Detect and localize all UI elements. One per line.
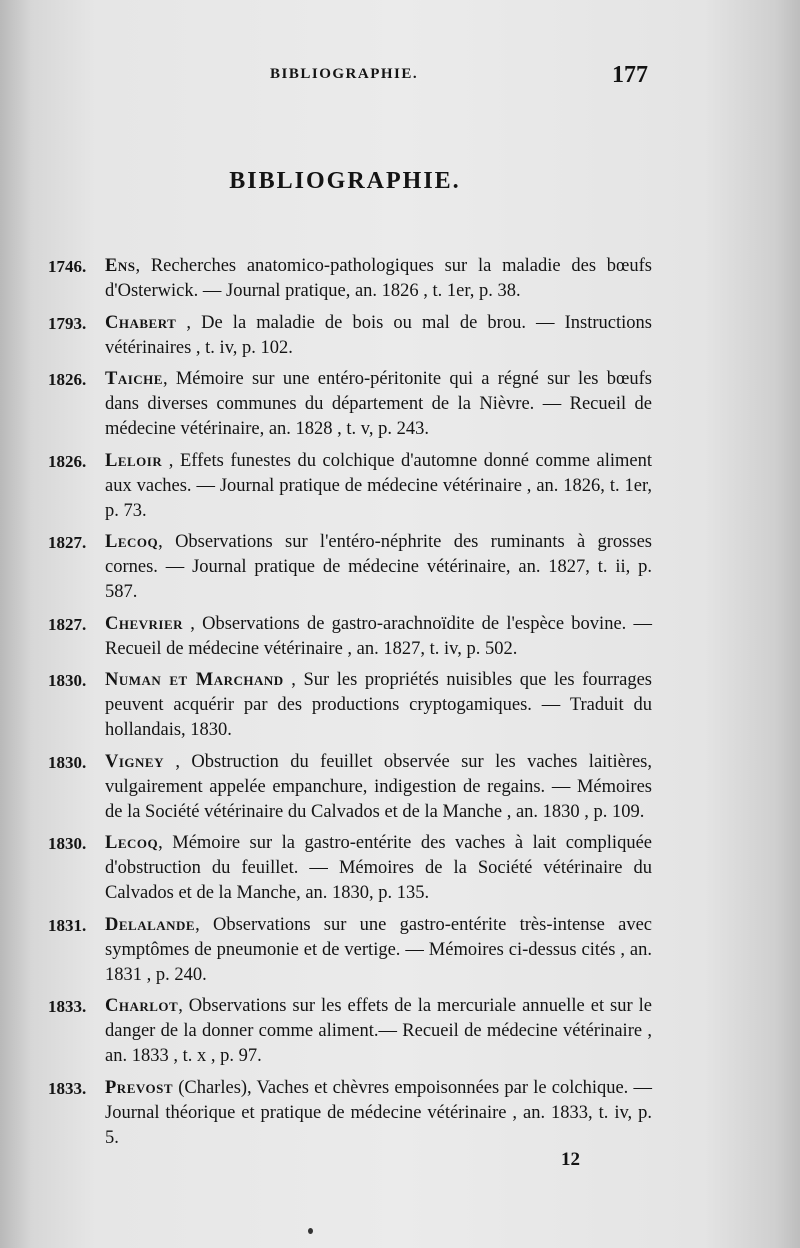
entry-year: 1830. bbox=[48, 834, 87, 853]
entry-year: 1827. bbox=[48, 614, 87, 634]
entry-year: 1830. bbox=[48, 752, 87, 772]
entry-author: Lecoq bbox=[105, 833, 159, 853]
running-head bbox=[0, 62, 800, 90]
running-title: BIBLIOGRAPHIE. bbox=[270, 66, 419, 82]
entry-text: , Effets funestes du colchique d'automne donné comme aliment aux vaches. — Journal pratique de médecine vétérinaire , an. 1826, t. 1er, p. 73. bbox=[105, 450, 652, 521]
bibliography-entry bbox=[48, 994, 652, 1069]
entry-text: , Observations sur les effets de la mercuriale annuelle et sur le danger de la donner comme aliment.— Recueil de médecine vétérinaire , an. 1833 , t. x , p. 97. bbox=[105, 996, 652, 1066]
bibliography-entry bbox=[48, 449, 652, 524]
entry-author: Charlot bbox=[105, 996, 179, 1016]
entry-text: , Sur les propriétés nuisibles que les fourrages peuvent acquérir par des productions cryptogamiques. — Traduit du hollandais, 1830. bbox=[105, 670, 652, 740]
entry-author: Lecoq bbox=[105, 532, 159, 552]
entry-text: , Observations sur une gastro-entérite très-intense avec symptômes de pneumonie et de vertige. — Mémoires ci-dessus cités , an. 1831 , p. 240. bbox=[105, 914, 652, 985]
entry-author: Ens bbox=[105, 256, 136, 276]
gathering-signature: 12 bbox=[561, 1149, 580, 1170]
page-number: 177 bbox=[612, 62, 648, 88]
entry-text: , De la maladie de bois ou mal de brou. — Instructions vétérinaires , t. iv, p. 102. bbox=[105, 312, 652, 358]
bibliography-entry bbox=[48, 530, 652, 605]
entry-year: 1830. bbox=[48, 671, 87, 690]
entry-text: , Recherches anatomico-pathologiques sur la maladie des bœufs d'Osterwick. — Journal pratique, an. 1826 , t. 1er, p. 38. bbox=[105, 256, 652, 301]
bibliography-entry bbox=[48, 750, 652, 825]
bibliography-entry bbox=[48, 254, 652, 304]
entry-author: Delalande bbox=[105, 914, 196, 935]
entry-text: , Observations de gastro-arachnoïdite de l'espèce bovine. — Recueil de médecine vétérinaire , an. 1827, t. iv, p. 502. bbox=[105, 613, 652, 659]
entry-year: 1746. bbox=[48, 257, 87, 276]
bibliography-entry bbox=[48, 612, 652, 662]
entry-year: 1833. bbox=[48, 1078, 87, 1098]
bibliography-list bbox=[48, 254, 652, 1157]
entry-author: Numan et Marchand bbox=[105, 670, 284, 690]
ink-speck bbox=[308, 1228, 313, 1234]
entry-author: Prevost bbox=[105, 1077, 174, 1098]
entry-text: , Observations sur l'entéro-néphrite des ruminants à grosses cornes. — Journal pratique de médecine vétérinaire, an. 1827, t. ii, p. 587. bbox=[105, 532, 652, 602]
entry-author: Chabert bbox=[105, 312, 177, 333]
entry-text: (Charles), Vaches et chèvres empoisonnées par le colchique. — Journal théorique et pratique de médecine vétérinaire , an. 1833, t. iv, p. 5. bbox=[105, 1077, 652, 1148]
bibliography-entry bbox=[48, 831, 652, 906]
entry-author: Leloir bbox=[105, 450, 163, 471]
entry-year: 1826. bbox=[48, 451, 87, 471]
entry-author: Vigney bbox=[105, 751, 164, 772]
entry-text: , Mémoire sur une entéro-péritonite qui a régné sur les bœufs dans diverses communes du département de la Nièvre. — Recueil de médecine vétérinaire, an. 1828 , t. v, p. 243. bbox=[105, 369, 652, 439]
bibliography-entry bbox=[48, 1076, 652, 1151]
entry-text: , Obstruction du feuillet observée sur les vaches laitières, vulgairement appelée empanchure, indigestion de regains. — Mémoires de la Société vétérinaire du Calvados et de la Manche , an. 1830 , p. 109. bbox=[105, 751, 652, 822]
section-heading: BIBLIOGRAPHIE. bbox=[229, 168, 461, 194]
bibliography-entry bbox=[48, 367, 652, 442]
entry-text: , Mémoire sur la gastro-entérite des vaches à lait compliquée d'obstruction du feuillet. — Mémoires de la Société vétérinaire du Calvados et de la Manche, an. 1830, p. 135. bbox=[105, 833, 652, 903]
entry-year: 1793. bbox=[48, 313, 87, 333]
bibliography-entry bbox=[48, 311, 652, 361]
entry-year: 1831. bbox=[48, 915, 87, 935]
entry-author: Chevrier bbox=[105, 613, 184, 634]
bibliography-entry bbox=[48, 913, 652, 988]
entry-year: 1826. bbox=[48, 370, 87, 389]
entry-year: 1833. bbox=[48, 997, 87, 1016]
bibliography-entry bbox=[48, 668, 652, 743]
entry-author: Taiche bbox=[105, 369, 163, 389]
entry-year: 1827. bbox=[48, 533, 87, 552]
